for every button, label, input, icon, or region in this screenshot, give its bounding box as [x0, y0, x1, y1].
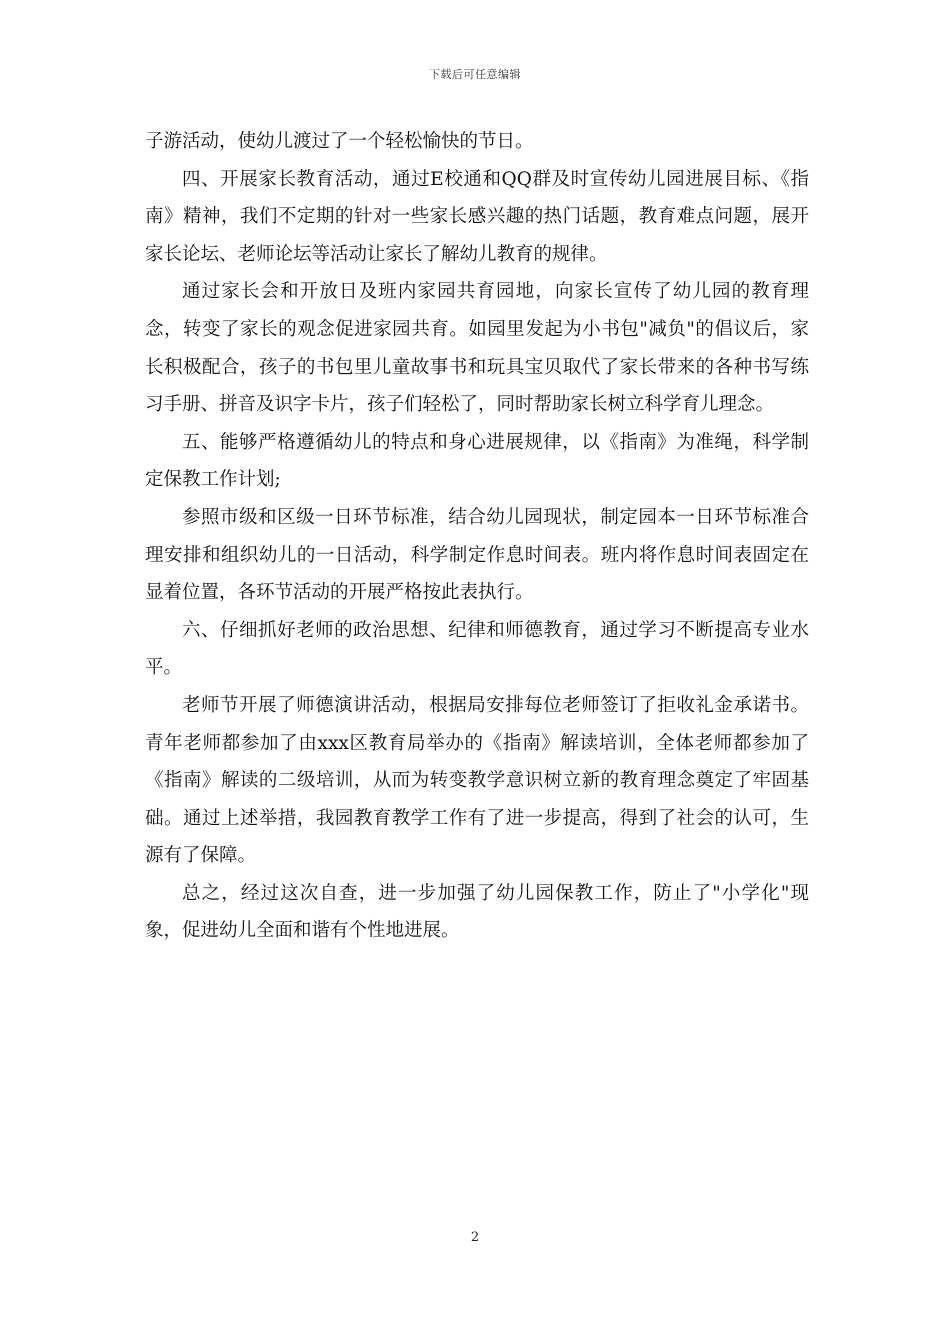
paragraph-conclusion: 总之，经过这次自查，进一步加强了幼儿园保教工作，防止了"小学化"现象，促进幼儿全面和谐有个性地进展。 [145, 882, 809, 942]
page-header: 下载后可任意编辑 [429, 68, 521, 81]
paragraph-daily-schedule: 参照市级和区级一日环节标准，结合幼儿园现状，制定园本一日环节标准合理安排和组织幼儿的一日活动，科学制定作息时间表。班内将作息时间表固定在显着位置，各环节活动的开展严格按此表执行。 [145, 506, 809, 604]
paragraph-parent-meeting: 通过家长会和开放日及班内家园共育园地，向家长宣传了幼儿园的教育理念，转变了家长的观念促进家园共育。如园里发起为小书包"减负"的倡议后，家长积极配合，孩子的书包里儿童故事书和玩具宝贝取代了家长带来的各种书写练习手册、拼音及识字卡片，孩子们轻松了，同时帮助家长树立科学育儿理念。 [145, 281, 809, 416]
paragraph-section-four: 四、开展家长教育活动，通过E校通和QQ群及时宣传幼儿园进展目标、《指南》精神，我们不定期的针对一些家长感兴趣的热门话题，教育难点问题，展开家长论坛、老师论坛等活动让家长了解幼儿教育的规律。 [145, 168, 809, 265]
paragraph-teacher-training: 老师节开展了师德演讲活动，根据局安排每位老师签订了拒收礼金承诺书。青年老师都参加了由xxx区教育局举办的《指南》解读培训，全体老师都参加了《指南》解读的二级培训，从而为转变教学意识树立新的教育理念奠定了牢固基础。通过上述举措，我园教育教学工作有了进一步提高，得到了社会的认可，生源有了保障。 [145, 694, 809, 867]
document-body [145, 123, 809, 950]
page-number: 2 [470, 1230, 480, 1245]
paragraph-continuation: 子游活动，使幼儿渡过了一个轻松愉快的节日。 [145, 131, 534, 152]
paragraph-section-five: 五、能够严格遵循幼儿的特点和身心进展规律，以《指南》为准绳，科学制定保教工作计划; [145, 431, 809, 491]
paragraph-section-six: 六、仔细抓好老师的政治思想、纪律和师德教育，通过学习不断提高专业水平。 [145, 619, 809, 679]
